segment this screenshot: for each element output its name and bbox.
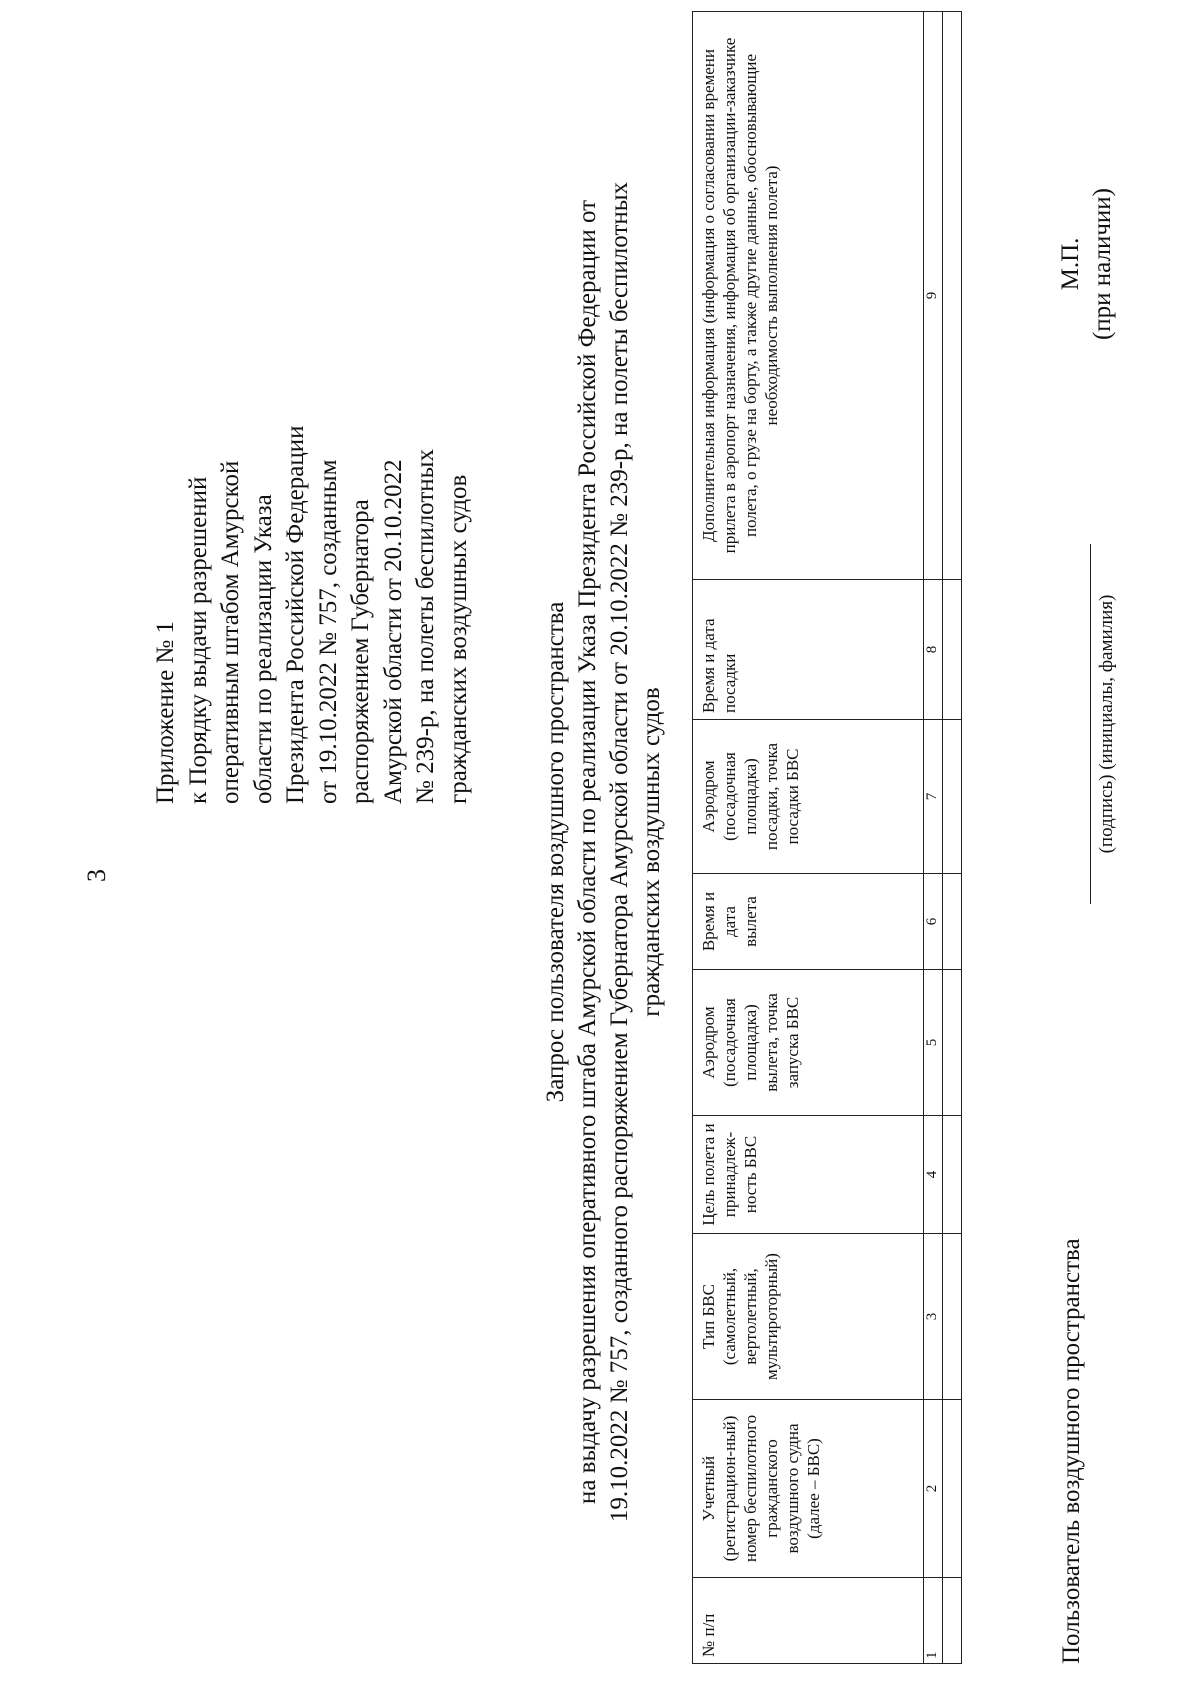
table-cell: [943, 1234, 962, 1400]
appendix-line: гражданских воздушных судов: [444, 474, 472, 804]
column-number-cell: 5: [924, 970, 943, 1116]
appendix-line: от 19.10.2022 № 757, созданным: [314, 459, 342, 804]
appendix-line: Амурской области от 20.10.2022: [379, 459, 407, 804]
page-number: 3: [82, 869, 111, 882]
title-line: на выдачу разрешения оперативного штаба Амурской области по реализации Указа Президента Российской Федерации от: [574, 199, 601, 1505]
title-line: 19.10.2022 № 757, созданного распоряжением Губернатора Амурской области от 20.10.2022 № 239-р, на полеты беспилотных: [606, 181, 633, 1523]
appendix-line: Приложение № 1: [152, 620, 179, 804]
table-cell: [943, 580, 962, 720]
title-line: гражданских воздушных судов: [638, 687, 665, 1017]
header-cell: Время и дата вылета: [693, 874, 924, 970]
header-cell: Тип БВС (самолетный, вертолетный, мультироторный): [693, 1234, 924, 1400]
column-number-row: [924, 12, 943, 1664]
table-cell: [943, 1400, 962, 1578]
appendix-line: оперативным штабом Амурской: [217, 460, 244, 804]
stamp-block: [1055, 164, 1119, 364]
table-cell: [943, 720, 962, 874]
stamp-note: (при наличии): [1089, 187, 1116, 341]
appendix-line: Президента Российской Федерации: [282, 425, 309, 804]
column-number-cell: 6: [924, 874, 943, 970]
table-cell: [943, 12, 962, 580]
table-cell: [943, 1116, 962, 1234]
column-number-cell: 2: [924, 1400, 943, 1578]
header-cell: Время и дата посадки: [693, 580, 924, 720]
request-table: [692, 11, 962, 1664]
column-number-cell: 9: [924, 12, 943, 580]
appendix-line: к Порядку выдачи разрешений: [184, 476, 212, 804]
header-cell: Аэродром (посадочная площадка) посадки, точка посадки БВС: [693, 720, 924, 874]
table-cell: [943, 1578, 962, 1664]
document-title: [540, 40, 668, 1664]
signature-line: [1090, 544, 1091, 904]
appendix-line: распоряжением Губернатора: [347, 499, 374, 804]
appendix-line: № 239-р, на полеты беспилотных: [412, 449, 439, 804]
table-header-row: [693, 12, 924, 1664]
header-cell: Аэродром (посадочная площадка) вылета, точка запуска БВС: [693, 970, 924, 1116]
column-number-cell: 1: [924, 1578, 943, 1664]
table-cell: [943, 970, 962, 1116]
header-cell: Цель полета и принадлеж-ность БВС: [693, 1116, 924, 1234]
title-line: Запрос пользователя воздушного пространства: [542, 601, 569, 1103]
column-number-cell: 4: [924, 1116, 943, 1234]
signature-caption: (подпись) (инициалы, фамилия): [1096, 594, 1117, 854]
appendix-line: области по реализации Указа: [249, 494, 277, 804]
table-cell: [943, 874, 962, 970]
appendix-block: [150, 425, 475, 804]
column-number-cell: 7: [924, 720, 943, 874]
airspace-user-label: Пользователь воздушного пространства: [1058, 1238, 1085, 1664]
stamp-label: М.П.: [1057, 237, 1084, 291]
header-cell: Учетный (регистрацион-ный) номер беспилотного гражданского воздушного судна (далее – БВС): [693, 1400, 924, 1578]
table-row: [943, 12, 962, 1664]
header-cell: Дополнительная информация (информация о согласовании времени прилета в аэропорт назначения, информация об организации-заказчике полета, о грузе на борту, а также другие данные, обосновывающие необходимость выполнения полета): [693, 12, 924, 580]
column-number-cell: 3: [924, 1234, 943, 1400]
column-number-cell: 8: [924, 580, 943, 720]
header-cell: № п/п: [693, 1578, 924, 1664]
